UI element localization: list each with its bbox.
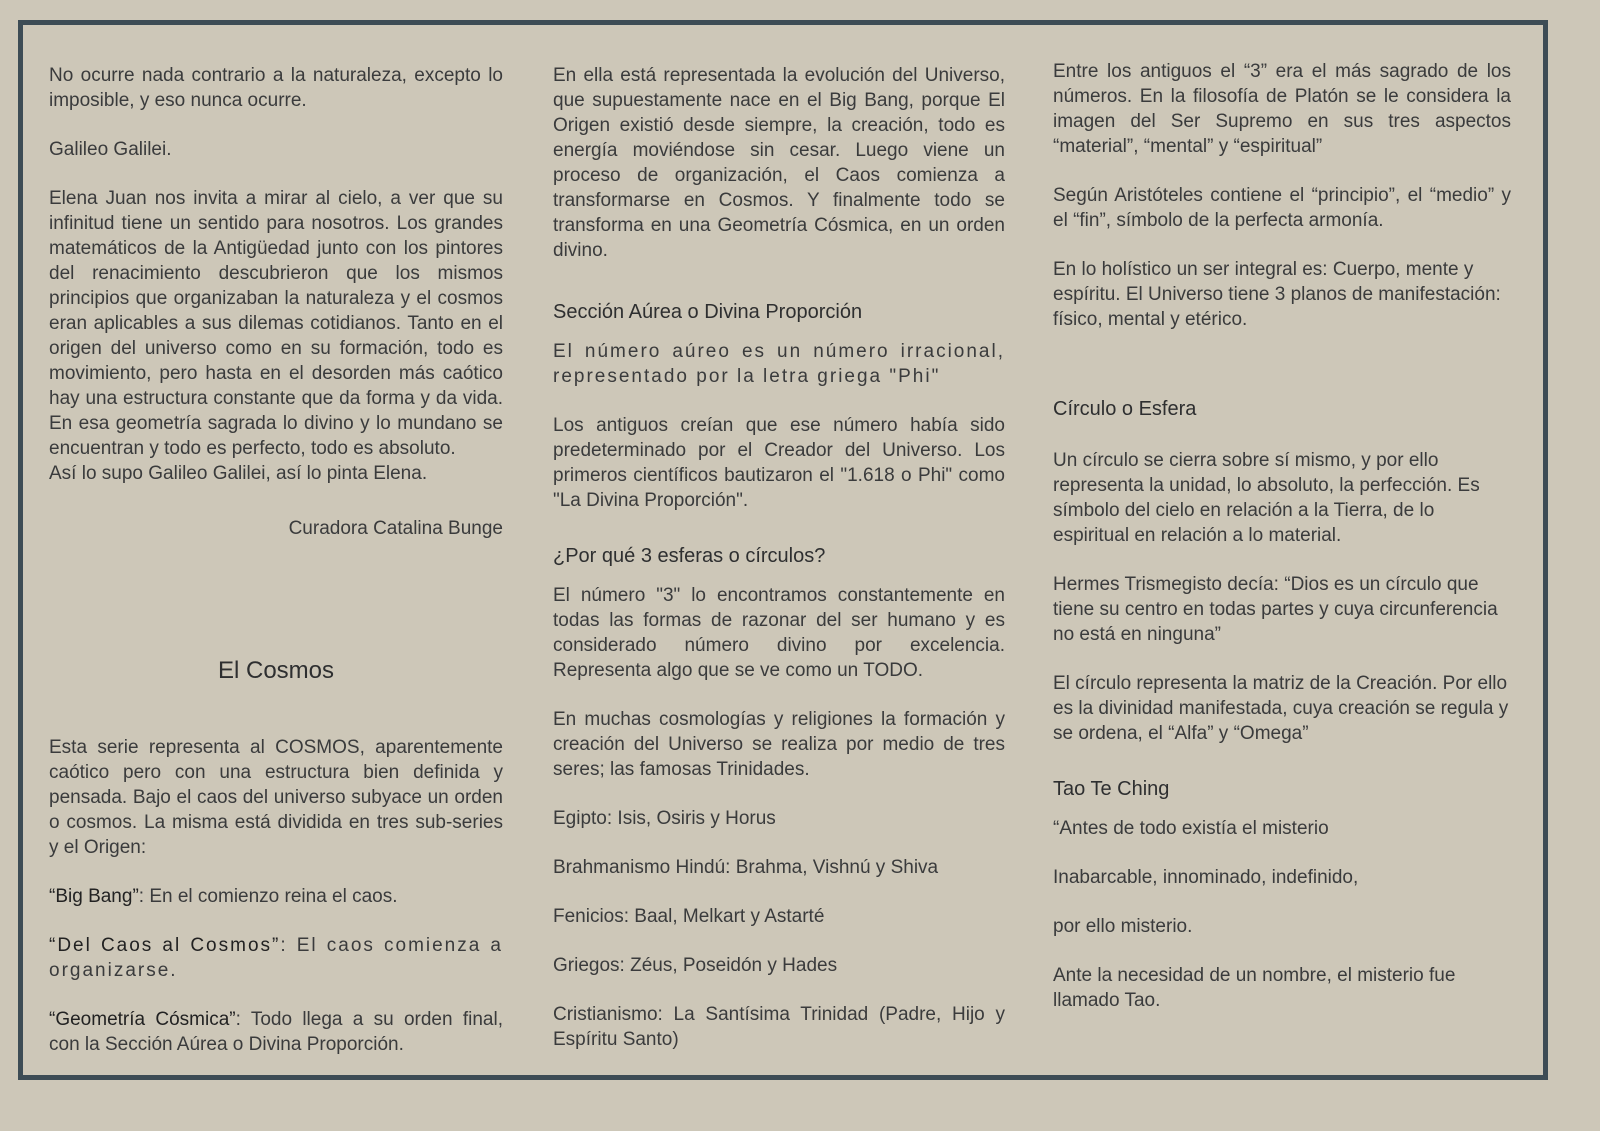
series-intro: Esta serie representa al COSMOS, aparentemente caótico pero con una estructura bien definida y pensada. Bajo el caos del universo subyace un orden o cosmos. La misma está dividida en tres sub-series y el Origen:: [49, 737, 503, 858]
series-item-label: “Big Bang”: [49, 886, 139, 907]
series-item-label: “Del Caos al Cosmos”: [49, 935, 281, 956]
trinity-hindu: Brahmanismo Hindú: Brahma, Vishnú y Shiva: [553, 857, 939, 878]
matrix-paragraph: El círculo representa la matriz de la Creación. Por ello es la divinidad manifestada, cuya creación se regula y se ordena, el “Alfa” y “Omega”: [1053, 673, 1509, 744]
trinity-egypt: Egipto: Isis, Osiris y Horus: [553, 808, 776, 829]
column-left: [49, 63, 503, 1057]
heading-golden-ratio: Sección Aúrea o Divina Proporción: [553, 301, 863, 323]
aristotle-paragraph: Según Aristóteles contiene el “principio”, el “medio” y el “fin”, símbolo de la perfecta armonía.: [1053, 185, 1511, 231]
intro-closing: Así lo supo Galileo Galilei, así lo pinta Elena.: [49, 463, 428, 484]
tao-line-1: “Antes de todo existía el misterio: [1053, 818, 1329, 839]
tao-line-3: por ello misterio.: [1053, 916, 1193, 937]
trinity-phoenician: Fenicios: Baal, Melkart y Astarté: [553, 906, 825, 927]
heading-three-spheres: ¿Por qué 3 esferas o círculos?: [553, 545, 826, 567]
series-item-caos-cosmos: [49, 933, 503, 983]
column-middle: [553, 63, 1005, 1052]
section-title: El Cosmos: [217, 657, 335, 684]
trinity-greek: Griegos: Zéus, Poseidón y Hades: [553, 955, 838, 976]
phi-paragraph: El número aúreo es un número irracional, representado por la letra griega "Phi": [553, 341, 1005, 387]
series-item-text: : En el comienzo reina el caos.: [138, 886, 398, 907]
tao-line-4: Ante la necesidad de un nombre, el misterio fue llamado Tao.: [1053, 965, 1456, 1011]
series-item-big-bang: [49, 884, 503, 909]
curator-signature: Curadora Catalina Bunge: [288, 518, 503, 539]
trinity-christian: Cristianismo: La Santísima Trinidad (Padre, Hijo y Espíritu Santo): [553, 1004, 1005, 1050]
heading-circle: Círculo o Esfera: [1053, 398, 1197, 420]
origin-paragraph: En ella está representada la evolución del Universo, que supuestamente nace en el Big Bang, porque El Origen existió desde siempre, la creación, todo es energía moviéndose sin cesar. Luego viene un proceso de organización, el Caos comienza a transformarse en Cosmos. Y finalmente todo se transforma en una Geometría Cósmica, en un orden divino.: [553, 65, 1005, 261]
column-right: [1053, 63, 1511, 1013]
quote-author: Galileo Galilei.: [49, 139, 172, 160]
series-item-geometria: [49, 1007, 503, 1057]
three-paragraph: El número "3" lo encontramos constantemente en todas las formas de razonar del ser humano y es considerado número divino por excelencia. Representa algo que se ve como un TODO.: [553, 585, 1005, 681]
intro-paragraph: Elena Juan nos invita a mirar al cielo, a ver que su infinitud tiene un sentido para nosotros. Los grandes matemáticos de la Antigüedad junto con los pintores del renacimiento descubrieron que los mismos principios que organizaban la naturaleza y el cosmos eran aplicables a sus dilemas cotidianos. Tanto en el origen del universo como en su formación, todo es movimiento, pero hasta en el desorden más caótico hay una estructura constante que da forma y da vida. En esa geometría sagrada lo divino y lo mundano se encuentran y todo es perfecto, todo es absoluto.: [49, 188, 503, 459]
quote-text: No ocurre nada contrario a la naturaleza, excepto lo imposible, y eso nunca ocurre.: [49, 65, 503, 111]
circle-paragraph: Un círculo se cierra sobre sí mismo, y por ello representa la unidad, lo absoluto, la perfección. Es símbolo del cielo en relación a la Tierra, de lo espiritual en relación a lo material.: [1053, 450, 1480, 546]
series-item-text: : El caos comienza a organizarse.: [49, 935, 503, 981]
ancients-paragraph: Entre los antiguos el “3” era el más sagrado de los números. En la filosofía de Platón se le considera la imagen del Ser Supremo en sus tres aspectos “material”, “mental” y “espiritual”: [1053, 61, 1511, 157]
tao-line-2: Inabarcable, innominado, indefinido,: [1053, 867, 1359, 888]
cosmology-paragraph: En muchas cosmologías y religiones la formación y creación del Universo se realiza por medio de tres seres; las famosas Trinidades.: [553, 709, 1005, 780]
holistic-paragraph: En lo holístico un ser integral es: Cuerpo, mente y espíritu. El Universo tiene 3 planos de manifestación: físico, mental y etérico.: [1053, 259, 1501, 330]
series-item-text: : Todo llega a su orden final, con la Sección Aúrea o Divina Proporción.: [49, 1009, 503, 1055]
heading-tao: Tao Te Ching: [1053, 778, 1170, 800]
series-item-label: “Geometría Cósmica”: [49, 1009, 236, 1030]
phi-paragraph-2: Los antiguos creían que ese número había sido predeterminado por el Creador del Universo. Los primeros científicos bautizaron el "1.618 o Phi" como "La Divina Proporción".: [553, 415, 1005, 511]
hermes-paragraph: Hermes Trismegisto decía: “Dios es un círculo que tiene su centro en todas partes y cuya circunferencia no está en ninguna”: [1053, 574, 1498, 645]
page-frame: [18, 20, 1548, 1080]
